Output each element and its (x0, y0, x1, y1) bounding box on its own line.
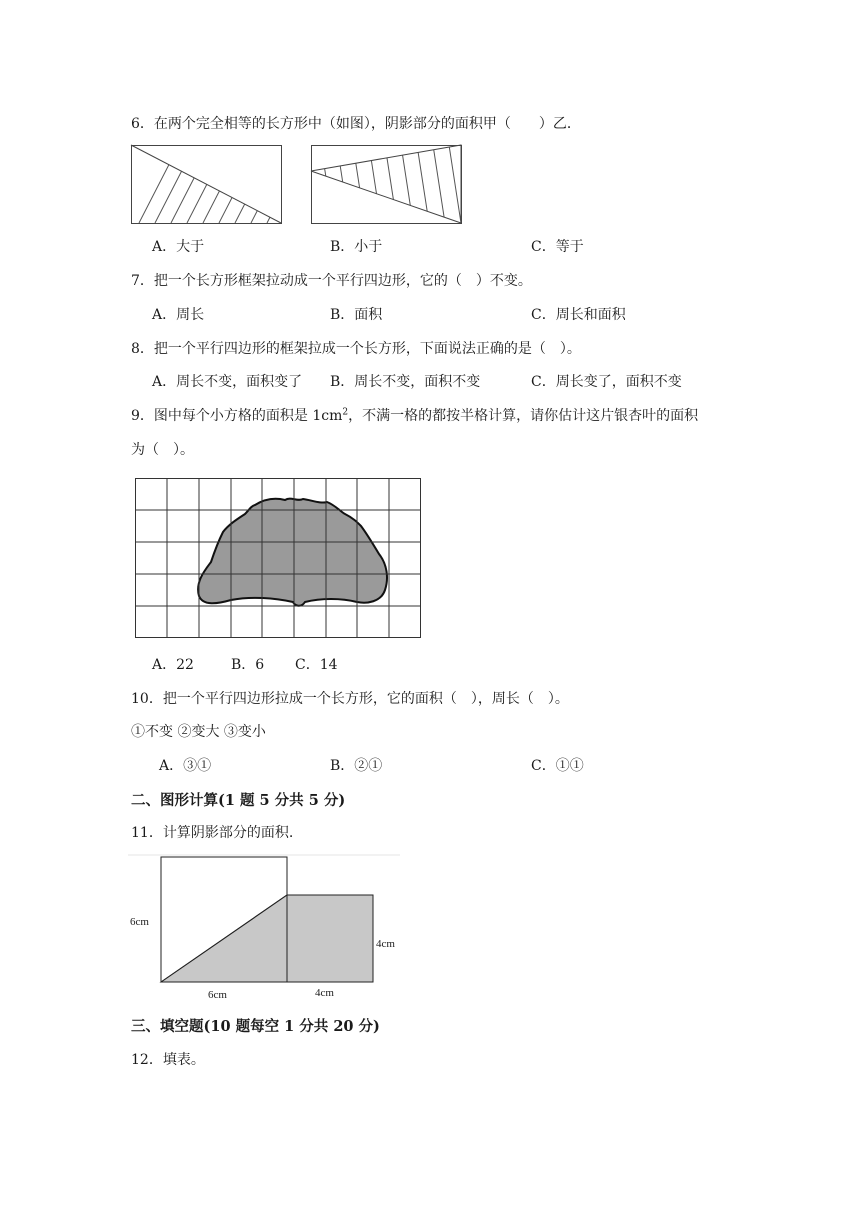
q12-stem: 12．填表。 (131, 1052, 205, 1068)
q9-option-b[interactable]: B．6 (231, 657, 265, 673)
q11-label-right-height: 4cm (376, 938, 395, 950)
q9-option-a[interactable]: A．22 (152, 657, 194, 673)
q10-choices: ①不变 ②变大 ③变小 (131, 724, 266, 740)
q9-option-c[interactable]: C．14 (295, 657, 338, 673)
q11-figure (128, 853, 403, 1003)
section2-title: 二、图形计算(1 题 5 分共 5 分) (131, 792, 346, 809)
q6-option-a[interactable]: A．大于 (152, 239, 205, 255)
q10-option-a[interactable]: A．③① (159, 758, 212, 774)
q9-stem-part2: ，不满一格的都按半格计算，请你估计这片银杏叶的面积 (348, 408, 699, 424)
q6-option-b[interactable]: B．小于 (330, 239, 383, 255)
q6-figure-yi (311, 145, 463, 225)
q10-stem: 10．把一个平行四边形拉成一个长方形，它的面积（ ），周长（ ）。 (131, 691, 569, 707)
q11-label-left-height: 6cm (130, 916, 149, 928)
q11-label-bottom-left: 6cm (208, 989, 227, 1001)
ginkgo-leaf (198, 499, 387, 606)
q9-stem-part1: 9．图中每个小方格的面积是 1cm (131, 408, 343, 424)
q9-superscript: 2 (342, 407, 349, 418)
q9-stem-line2: 为（ ）。 (131, 442, 194, 458)
q10-option-c[interactable]: C．①① (531, 758, 584, 774)
q6-stem: 6．在两个完全相等的长方形中（如图），阴影部分的面积甲（ ）乙． (131, 116, 581, 132)
q9-stem (131, 405, 698, 425)
q8-stem: 8．把一个平行四边形的框架拉成一个长方形，下面说法正确的是（ ）。 (131, 341, 581, 357)
q6-figure-jia (131, 145, 283, 225)
q7-option-a[interactable]: A．周长 (152, 307, 205, 323)
q11-label-bottom-right: 4cm (315, 987, 334, 999)
q6-option-c[interactable]: C．等于 (531, 239, 584, 255)
q7-stem: 7．把一个长方形框架拉动成一个平行四边形，它的（ ）不变。 (131, 273, 532, 289)
q7-option-b[interactable]: B．面积 (330, 307, 383, 323)
q8-option-c[interactable]: C．周长变了，面积不变 (531, 374, 682, 390)
q7-option-c[interactable]: C．周长和面积 (531, 307, 626, 323)
q10-option-b[interactable]: B．②① (330, 758, 383, 774)
section3-title: 三、填空题(10 题每空 1 分共 20 分) (131, 1018, 380, 1035)
q8-option-b[interactable]: B．周长不变，面积不变 (330, 374, 481, 390)
q9-ginkgo-grid-figure (135, 478, 422, 638)
q11-stem: 11．计算阴影部分的面积. (131, 825, 294, 841)
q8-option-a[interactable]: A．周长不变，面积变了 (152, 374, 303, 390)
